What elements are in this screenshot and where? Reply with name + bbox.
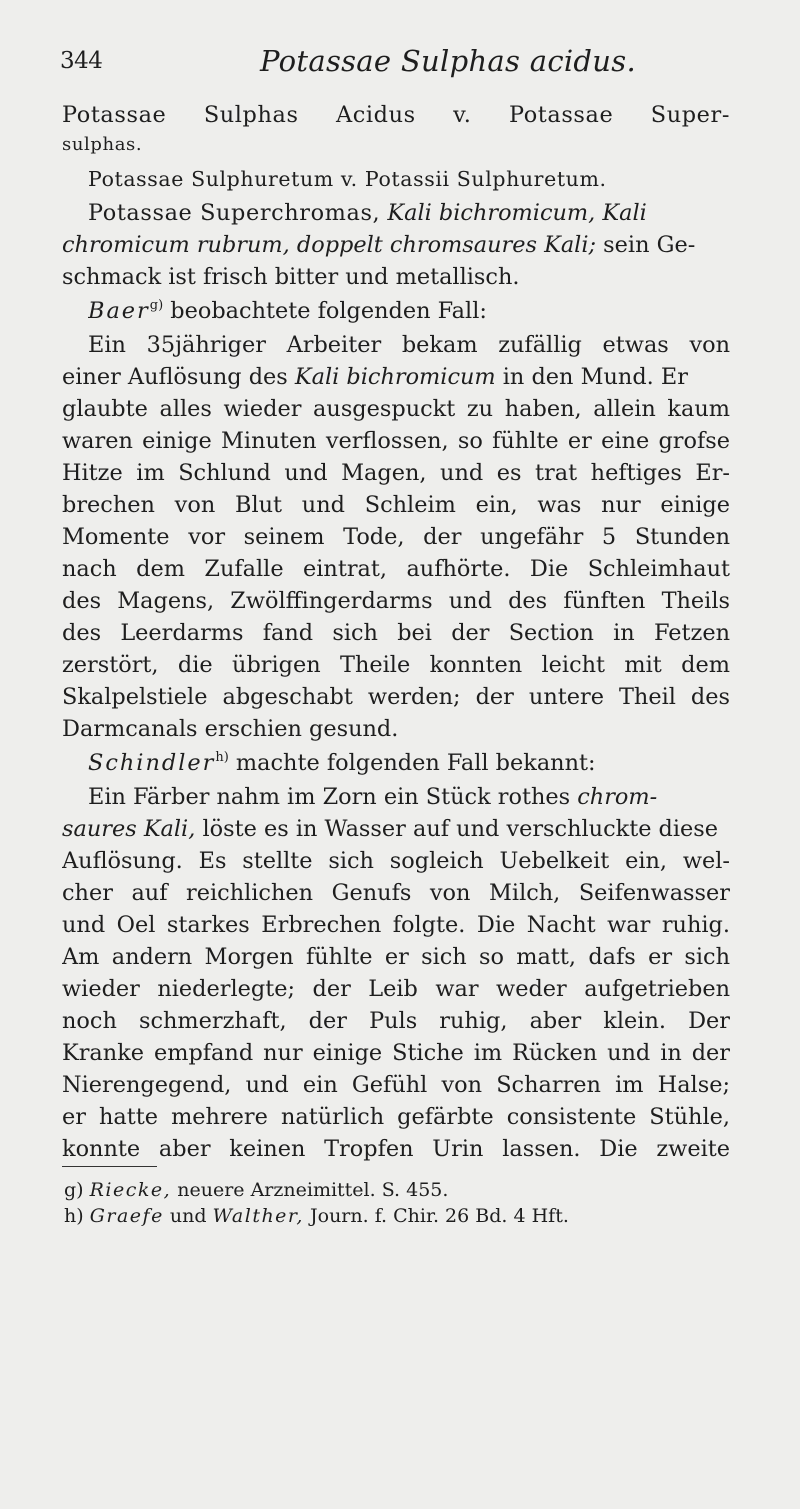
footnote-author: Riecke, bbox=[89, 1179, 172, 1201]
text-span: in den Mund. Er bbox=[495, 364, 688, 390]
paragraph-baer-text: beobachtete folgenden Fall: bbox=[163, 298, 487, 324]
case1-line: Hitze im Schlund und Magen, und es trat heftiges Er- bbox=[62, 460, 730, 486]
case2-line: Auflösung. Es stellte sich sogleich Uebelkeit ein, wel- bbox=[62, 848, 730, 874]
running-head bbox=[60, 44, 760, 84]
case2-line: Kranke empfand nur einige Stiche im Rücken und in der bbox=[62, 1040, 730, 1066]
author-schindler: Schindler bbox=[88, 750, 216, 776]
footnote-text: neuere Arzneimittel. S. 455. bbox=[171, 1179, 449, 1201]
case2-line: Am andern Morgen fühlte er sich so matt, dafs er sich bbox=[62, 944, 730, 970]
text-span: löste es in Wasser auf und verschluckte diese bbox=[195, 816, 719, 842]
case1-line: des Leerdarms fand sich bei der Section in Fetzen bbox=[62, 620, 730, 646]
case2-line bbox=[62, 814, 730, 844]
case2-line: konnte aber keinen Tropfen Urin lassen. Die zweite bbox=[62, 1136, 730, 1162]
text-span: Ein Färber nahm im Zorn ein Stück rothes bbox=[88, 784, 578, 810]
entry-synonym1: Kali bichromicum, bbox=[387, 200, 596, 226]
footnote-ref-g: g) bbox=[149, 298, 164, 313]
footnote-h bbox=[64, 1204, 724, 1228]
case1-line bbox=[62, 362, 730, 392]
footnote-mark: h) bbox=[64, 1205, 84, 1227]
case1-line: Skalpelstiele abgeschabt werden; der untere Theil des bbox=[62, 684, 730, 710]
case2-line: cher auf reichlichen Genufs von Milch, Seifenwasser bbox=[62, 880, 730, 906]
author-baer: Baer bbox=[88, 298, 150, 324]
case2-line bbox=[88, 782, 730, 812]
drug-name: Kali bichromicum bbox=[294, 364, 496, 390]
heading-acid-sulphate-cont: sulphas. bbox=[62, 134, 143, 155]
page-number: 344 bbox=[60, 48, 103, 74]
drug-name: chrom- bbox=[577, 784, 658, 810]
case2-line: und Oel starkes Erbrechen folgte. Die Nacht war ruhig. bbox=[62, 912, 730, 938]
case1-line: Momente vor seinem Tode, der ungefähr 5 Stunden bbox=[62, 524, 730, 550]
footnote-rule bbox=[62, 1166, 157, 1167]
footnote-text: Journ. f. Chir. 26 Bd. 4 Hft. bbox=[303, 1205, 569, 1227]
footnote-ref-h: h) bbox=[215, 750, 229, 765]
entry-superchromas-line2 bbox=[62, 230, 730, 260]
footnote-mark: g) bbox=[64, 1179, 84, 1201]
case2-line: noch schmerzhaft, der Puls ruhig, aber klein. Der bbox=[62, 1008, 730, 1034]
heading-sulphuretum: Potassae Sulphuretum v. Potassii Sulphuretum. bbox=[88, 167, 607, 191]
entry-synonym2: Kali bbox=[602, 200, 647, 226]
entry-superchromas-line3: schmack ist frisch bitter und metallisch. bbox=[62, 264, 520, 290]
case1-line: zerstört, die übrigen Theile konnten leicht mit dem bbox=[62, 652, 730, 678]
entry-synonyms-german: chromicum rubrum, doppelt chromsaures Kali; bbox=[62, 232, 597, 258]
case1-line: Darmcanals erschien gesund. bbox=[62, 716, 399, 742]
entry-line2-rest: sein Ge- bbox=[596, 232, 696, 258]
footnote-author: Walther, bbox=[212, 1205, 304, 1227]
case2-line: Nierengegend, und ein Gefühl von Scharren im Halse; bbox=[62, 1072, 730, 1098]
case2-line: wieder niederlegte; der Leib war weder aufgetrieben bbox=[62, 976, 730, 1002]
case1-line: Ein 35jähriger Arbeiter bekam zufällig etwas von bbox=[88, 332, 730, 358]
heading-acid-sulphate: Potassae Sulphas Acidus v. Potassae Super- bbox=[62, 102, 730, 128]
case1-line: nach dem Zufalle eintrat, aufhörte. Die Schleimhaut bbox=[62, 556, 730, 582]
paragraph-schindler bbox=[88, 748, 730, 778]
entry-term: Potassae Superchromas, bbox=[88, 200, 381, 226]
drug-name: saures Kali, bbox=[62, 816, 196, 842]
text-span: einer Auflösung des bbox=[62, 364, 295, 390]
case1-line: des Magens, Zwölffingerdarms und des fünften Theils bbox=[62, 588, 730, 614]
case1-line: waren einige Minuten verflossen, so fühlte er eine grofse bbox=[62, 428, 730, 454]
paragraph-baer bbox=[88, 296, 730, 326]
case1-line: brechen von Blut und Schleim ein, was nur einige bbox=[62, 492, 730, 518]
case2-line: er hatte mehrere natürlich gefärbte consistente Stühle, bbox=[62, 1104, 730, 1130]
footnote-author: Graefe bbox=[89, 1205, 164, 1227]
case1-line: glaubte alles wieder ausgespuckt zu haben, allein kaum bbox=[62, 396, 730, 422]
entry-superchromas-line1 bbox=[88, 198, 730, 228]
running-title: Potassae Sulphas acidus. bbox=[260, 44, 636, 78]
footnote-g bbox=[64, 1178, 724, 1202]
paragraph-schindler-text: machte folgenden Fall bekannt: bbox=[228, 750, 596, 776]
footnote-text: und bbox=[163, 1205, 213, 1227]
